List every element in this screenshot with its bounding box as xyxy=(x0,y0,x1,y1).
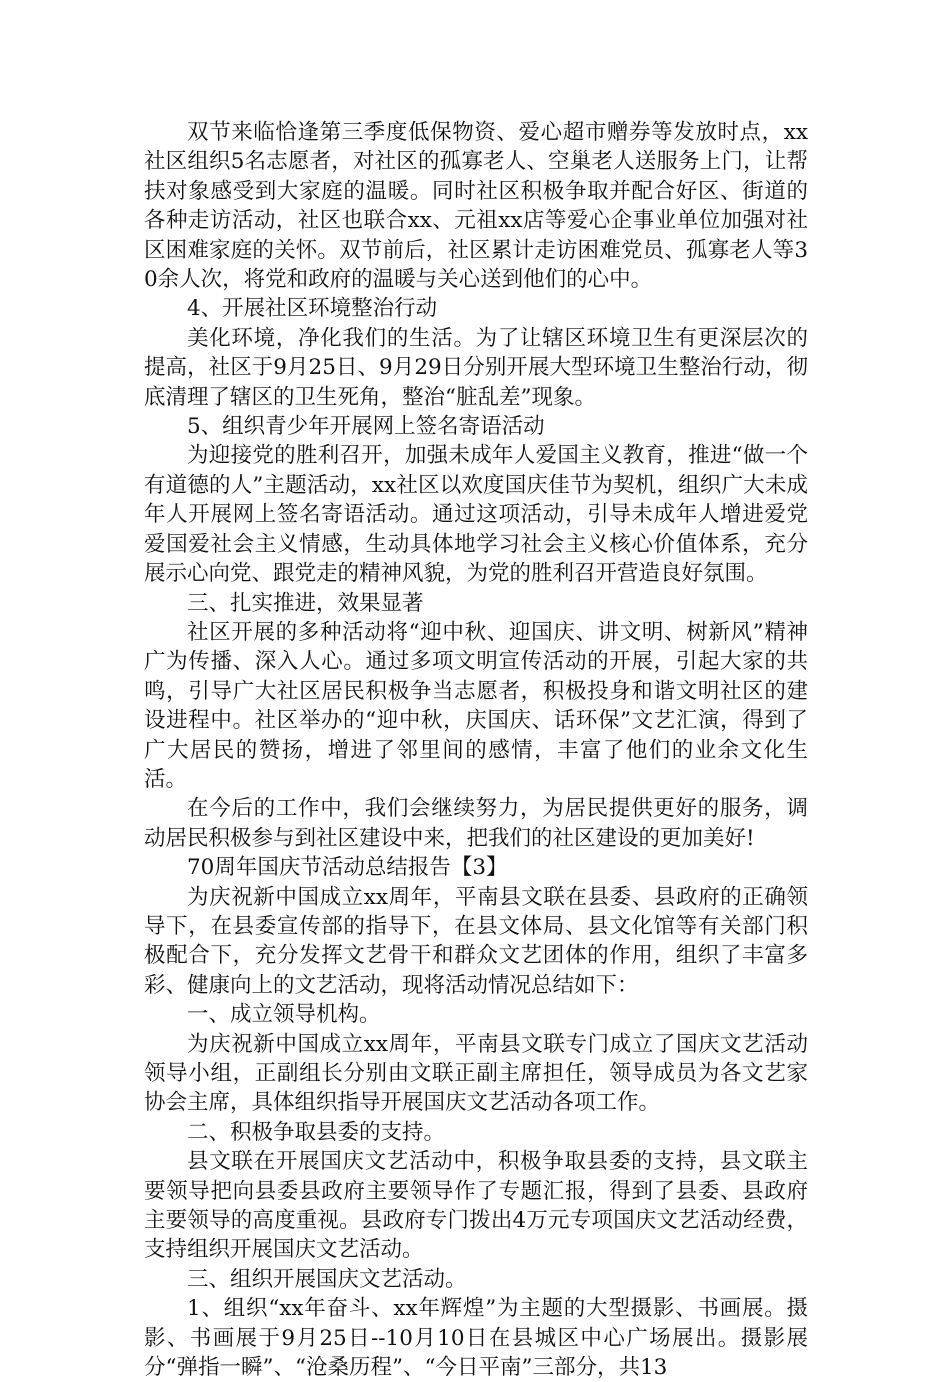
section-heading: 三、组织开展国庆文艺活动。 xyxy=(187,1266,467,1292)
body-paragraph: 双节来临恰逢第三季度低保物资、爱心超市赠券等发放时点，xx社区组织5名志愿者，对社区的孤寡老人、空巢老人送服务上门，让帮扶对象感受到大家庭的温暖。同时社区积极争取并配合好区、街道的各种走访活动，社区也联合xx、元祖xx店等爱心企事业单位加强对社区困难家庭的关怀。双节前后，社区累计走访困难党员、孤寡老人等30余人次，将党和政府的温暖与关心送到他们的心中。 xyxy=(144,120,808,293)
section-heading: 4、开展社区环境整治行动 xyxy=(187,296,438,322)
body-paragraph: 为迎接党的胜利召开，加强未成年人爱国主义教育，推进“做一个有道德的人”主题活动，xx社区以欢度国庆佳节为契机，组织广大未成年人开展网上签名寄语活动。通过这项活动，引导未成年人增进爱党爱国爱社会主义情感，生动具体地学习社会主义核心价值体系，充分展示心向党、跟党走的精神风貌，为党的胜利召开营造良好氛围。 xyxy=(144,443,808,587)
body-paragraph: 美化环境，净化我们的生活。为了让辖区环境卫生有更深层次的提高，社区于9月25日、9月29日分别开展大型环境卫生整治行动，彻底清理了辖区的卫生死角，整治“脏乱差”现象。 xyxy=(144,325,808,410)
document-page xyxy=(144,118,808,1382)
body-paragraph: 在今后的工作中，我们会继续努力，为居民提供更好的服务，调动居民积极参与到社区建设中来，把我们的社区建设的更加美好! xyxy=(144,796,808,851)
report-title: 70周年国庆节活动总结报告【3】 xyxy=(187,855,508,881)
body-paragraph: 社区开展的多种活动将“迎中秋、迎国庆、讲文明、树新风”精神广为传播、深入人心。通过多项文明宣传活动的开展，引起大家的共鸣，引导广大社区居民积极争当志愿者，积极投身和谐文明社区的建设进程中。社区举办的“迎中秋，庆国庆、话环保”文艺汇演，得到了广大居民的赞扬，增进了邻里间的感情，丰富了他们的业余文化生活。 xyxy=(144,619,808,792)
body-paragraph: 1、组织“xx年奋斗、xx年辉煌”为主题的大型摄影、书画展。摄影、书画展于9月25日--10月10日在县城区中心广场展出。摄影展分“弹指一瞬”、“沧桑历程”、“今日平南”三部分，共13 xyxy=(144,1296,808,1381)
section-heading: 一、成立领导机构。 xyxy=(187,1002,381,1028)
body-paragraph: 为庆祝新中国成立xx周年，平南县文联在县委、县政府的正确领导下，在县委宣传部的指导下，在县文体局、县文化馆等有关部门积极配合下，充分发挥文艺骨干和群众文艺团体的作用，组织了丰富多彩、健康向上的文艺活动，现将活动情况总结如下： xyxy=(144,884,808,998)
section-heading: 5、组织青少年开展网上签名寄语活动 xyxy=(187,414,545,440)
body-paragraph: 县文联在开展国庆文艺活动中，积极争取县委的支持，县文联主要领导把向县委县政府主要领导作了专题汇报，得到了县委、县政府主要领导的高度重视。县政府专门拨出4万元专项国庆文艺活动经费，支持组织开展国庆文艺活动。 xyxy=(144,1149,808,1263)
body-paragraph: 为庆祝新中国成立xx周年，平南县文联专门成立了国庆文艺活动领导小组，正副组长分别由文联正副主席担任，领导成员为各文艺家协会主席，具体组织指导开展国庆文艺活动各项工作。 xyxy=(144,1031,808,1116)
section-heading: 三、扎实推进，效果显著 xyxy=(187,590,424,616)
section-heading: 二、积极争取县委的支持。 xyxy=(187,1119,446,1145)
